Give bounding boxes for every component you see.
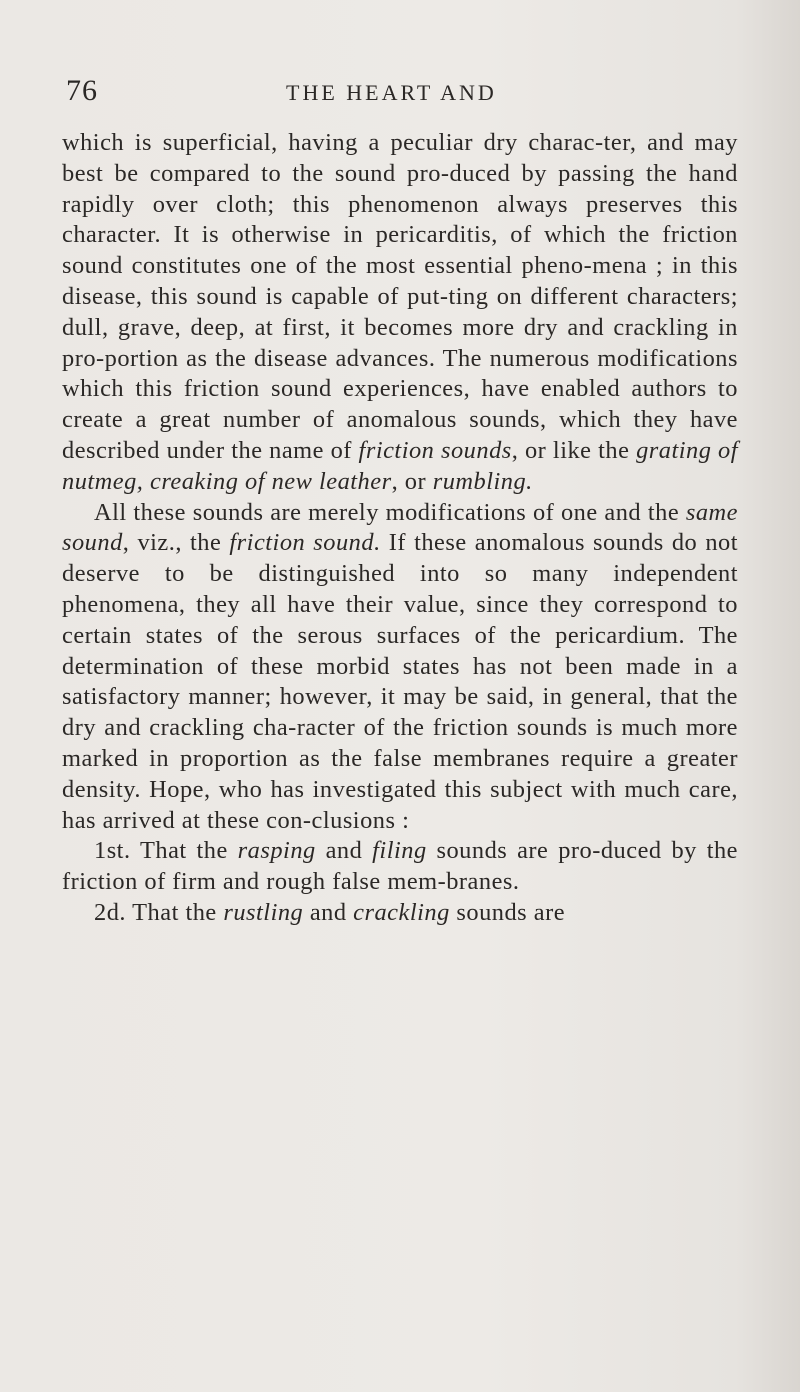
page-number: 76	[66, 74, 98, 107]
paragraph-2-italic-friction-sound: friction sound.	[229, 529, 381, 557]
paragraph-1-text-a: which is superficial, having a peculiar dry charac-ter, and may best be compared to the sound pro-duced by passing the hand rapidly over cloth; this phenomenon always preserves this character. It is otherwise in pericarditis, of which the friction sound constitutes one of the most essential pheno-mena ; in this disease, this sound is capable of put-ting on different characters; dull, grave, deep, at first, it becomes more dry and crackling in pro-portion as the disease advances. The numerous modifications which this friction sound experiences, have enabled authors to create a great number of anomalous sounds, which they have described under the name of	[62, 129, 738, 464]
paragraph-3-text-e: sounds are pro-duced by the friction of firm and rough false mem-branes.	[62, 837, 738, 896]
paragraph-1-text-c: , or like the	[511, 436, 637, 464]
paragraph-3-italic-filing: filing	[372, 837, 427, 865]
paragraph-2	[62, 498, 738, 837]
paragraph-1-italic-friction-sounds: friction sounds	[358, 436, 512, 464]
running-head: THE HEART AND	[286, 80, 497, 105]
paragraph-1-italic-rumbling: rumbling.	[432, 467, 533, 495]
paragraph-1	[62, 128, 738, 498]
paragraph-4	[62, 898, 738, 929]
paragraph-2-text-c: , viz., the	[122, 529, 230, 557]
paragraph-4-text-a: 2d. That the	[94, 898, 224, 926]
paragraph-3-italic-rasping: rasping	[237, 837, 316, 865]
paragraph-2-text-a: All these sounds are merely modifications of one and the	[94, 498, 686, 526]
paragraph-3-text-c: and	[315, 837, 373, 865]
body-text	[62, 128, 738, 929]
paragraph-4-text-e: sounds are	[449, 898, 566, 926]
paragraph-2-text-e: If these anomalous sounds do not deserve to be distinguished into so many independent phenomena, they all have their value, since they correspond to certain states of the serous surfaces of the pericardium. The determination of these morbid states has not been made in a satisfactory manner; however, it may be said, in general, that the dry and crackling cha-racter of the friction sounds is much more marked in proportion as the false membranes require a greater density. Hope, who has investigated this subject with much care, has arrived at these con-clusions :	[62, 529, 738, 834]
paragraph-3-text-a: 1st. That the	[94, 837, 238, 865]
paragraph-4-italic-crackling: crackling	[353, 898, 450, 926]
paragraph-1-text-e: , or	[391, 467, 433, 495]
paragraph-1-italic-grating: grating of nutmeg, creaking of new leather	[62, 436, 738, 495]
paragraph-4-text-c: and	[303, 898, 354, 926]
paragraph-2-italic-same-sound: same sound	[62, 498, 738, 557]
paragraph-4-italic-rustling: rustling	[223, 898, 304, 926]
page-header	[66, 74, 746, 114]
paragraph-3	[62, 836, 738, 898]
